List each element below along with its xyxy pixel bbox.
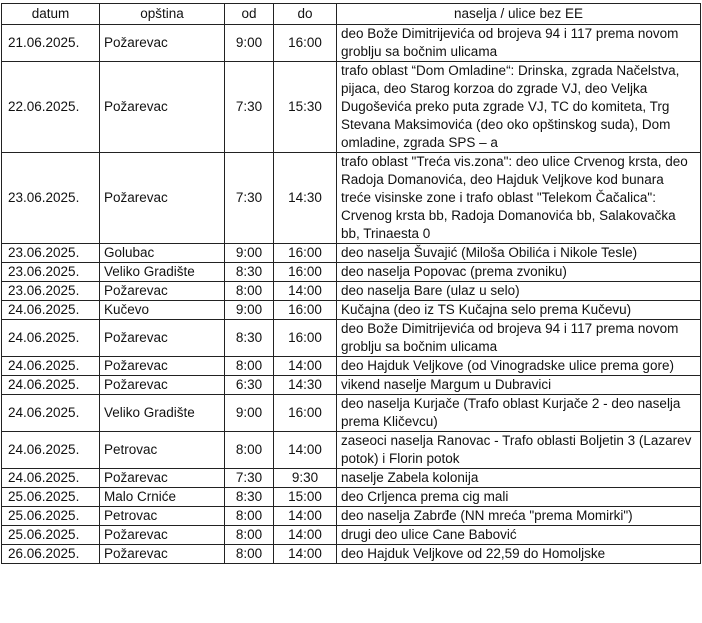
cell-areas: deo Crljenca prema cig mali (337, 488, 701, 507)
cell-to: 16:00 (274, 244, 337, 263)
cell-areas: deo naselja Bare (ulaz u selo) (337, 282, 701, 301)
cell-municipality: Golubac (100, 244, 225, 263)
cell-areas: vikend naselje Margum u Dubravici (337, 376, 701, 395)
cell-municipality: Požarevac (100, 357, 225, 376)
header-municipality: opština (100, 4, 225, 25)
cell-to: 16:00 (274, 263, 337, 282)
cell-from: 8:00 (225, 507, 274, 526)
cell-date: 24.06.2025. (2, 376, 100, 395)
cell-municipality: Požarevac (100, 153, 225, 244)
cell-areas: deo naselja Kurjače (Trafo oblast Kurjače 2 - deo naselja prema Kličevcu) (337, 395, 701, 432)
header-date: datum (2, 4, 100, 25)
cell-date: 26.06.2025. (2, 545, 100, 564)
table-row (2, 357, 701, 376)
cell-from: 9:00 (225, 395, 274, 432)
cell-municipality: Petrovac (100, 432, 225, 469)
cell-to: 16:00 (274, 301, 337, 320)
cell-date: 23.06.2025. (2, 244, 100, 263)
cell-date: 24.06.2025. (2, 301, 100, 320)
cell-municipality: Požarevac (100, 282, 225, 301)
cell-from: 9:00 (225, 301, 274, 320)
cropped-footer-text (0, 617, 702, 623)
table-row (2, 244, 701, 263)
cell-to: 15:00 (274, 488, 337, 507)
cell-date: 24.06.2025. (2, 432, 100, 469)
cell-from: 8:00 (225, 357, 274, 376)
table-row (2, 507, 701, 526)
cell-date: 22.06.2025. (2, 62, 100, 153)
table-row (2, 395, 701, 432)
cell-to: 16:00 (274, 320, 337, 357)
cell-areas: deo Bože Dimitrijevića od brojeva 94 i 117 prema novom groblju sa bočnim ulicama (337, 25, 701, 62)
cell-areas: deo naselja Šuvajić (Miloša Obilića i Nikole Tesle) (337, 244, 701, 263)
cell-areas: deo Hajduk Veljkove od 22,59 do Homoljske (337, 545, 701, 564)
header-to: do (274, 4, 337, 25)
cell-municipality: Petrovac (100, 507, 225, 526)
cell-date: 23.06.2025. (2, 282, 100, 301)
cell-to: 16:00 (274, 395, 337, 432)
cell-from: 7:30 (225, 469, 274, 488)
cell-areas: deo Bože Dimitrijevića od brojeva 94 i 117 prema novom groblju sa bočnim ulicama (337, 320, 701, 357)
cell-from: 8:00 (225, 432, 274, 469)
table-row (2, 488, 701, 507)
cell-from: 8:30 (225, 320, 274, 357)
cell-municipality: Požarevac (100, 62, 225, 153)
cell-to: 9:30 (274, 469, 337, 488)
cell-from: 8:00 (225, 545, 274, 564)
cell-areas: deo naselja Zabrđe (NN mreća "prema Momirki") (337, 507, 701, 526)
cell-municipality: Požarevac (100, 376, 225, 395)
cell-from: 8:00 (225, 526, 274, 545)
table-row (2, 320, 701, 357)
cell-municipality: Požarevac (100, 320, 225, 357)
cell-date: 23.06.2025. (2, 153, 100, 244)
cell-from: 8:30 (225, 263, 274, 282)
cell-to: 14:00 (274, 507, 337, 526)
cell-date: 24.06.2025. (2, 395, 100, 432)
cell-areas: Kučajna (deo iz TS Kučajna selo prema Kučevu) (337, 301, 701, 320)
table-row (2, 62, 701, 153)
cell-date: 25.06.2025. (2, 507, 100, 526)
cell-from: 7:30 (225, 153, 274, 244)
table-row (2, 282, 701, 301)
cell-areas: trafo oblast "Treća vis.zona": deo ulice Crvenog krsta, deo Radoja Domanovića, deo Hajduk Veljkove kod bunara treće visinske zone i trafo oblast "Telekom Čačalica": Crvenog krsta bb, Radoja Domanovića bb, Salakovačka bb, Trinaesta 0 (337, 153, 701, 244)
cell-areas: drugi deo ulice Cane Babović (337, 526, 701, 545)
table-row (2, 25, 701, 62)
table-row (2, 301, 701, 320)
cell-municipality: Požarevac (100, 469, 225, 488)
cell-to: 14:00 (274, 526, 337, 545)
table-row (2, 153, 701, 244)
cell-from: 9:00 (225, 25, 274, 62)
table-row (2, 545, 701, 564)
header-from: od (225, 4, 274, 25)
cell-municipality: Veliko Gradište (100, 395, 225, 432)
cell-from: 8:00 (225, 282, 274, 301)
cell-to: 15:30 (274, 62, 337, 153)
cell-to: 16:00 (274, 25, 337, 62)
cell-to: 14:30 (274, 153, 337, 244)
cell-municipality: Požarevac (100, 25, 225, 62)
table-row (2, 432, 701, 469)
header-areas: naselja / ulice bez EE (337, 4, 701, 25)
cell-date: 24.06.2025. (2, 469, 100, 488)
cell-areas: trafo oblast “Dom Omladine“: Drinska, zgrada Načelstva, pijaca, deo Starog korzoa do zgrade VJ, deo Veljka Dugoševića preko puta zgrade VJ, TC do komiteta, Trg Stevana Maksimovića (deo oko opštinskog suda), Dom omladine, zgrada SPS – a (337, 62, 701, 153)
cell-date: 24.06.2025. (2, 357, 100, 376)
table-row (2, 263, 701, 282)
cell-municipality: Požarevac (100, 545, 225, 564)
cell-from: 7:30 (225, 62, 274, 153)
cell-date: 23.06.2025. (2, 263, 100, 282)
cell-municipality: Malo Crniće (100, 488, 225, 507)
cell-from: 8:30 (225, 488, 274, 507)
outage-schedule-table (1, 3, 701, 564)
cell-from: 6:30 (225, 376, 274, 395)
cell-to: 14:30 (274, 376, 337, 395)
cell-areas: deo naselja Popovac (prema zvoniku) (337, 263, 701, 282)
cell-date: 24.06.2025. (2, 320, 100, 357)
cell-municipality: Veliko Gradište (100, 263, 225, 282)
cell-to: 14:00 (274, 357, 337, 376)
table-row (2, 526, 701, 545)
cell-areas: naselje Zabela kolonija (337, 469, 701, 488)
cell-municipality: Požarevac (100, 526, 225, 545)
cell-municipality: Kučevo (100, 301, 225, 320)
cell-date: 21.06.2025. (2, 25, 100, 62)
table-row (2, 469, 701, 488)
table-row (2, 376, 701, 395)
cell-to: 14:00 (274, 545, 337, 564)
cell-to: 14:00 (274, 282, 337, 301)
cell-areas: zaseoci naselja Ranovac - Trafo oblasti Boljetin 3 (Lazarev potok) i Florin potok (337, 432, 701, 469)
cell-from: 9:00 (225, 244, 274, 263)
cell-date: 25.06.2025. (2, 526, 100, 545)
cell-date: 25.06.2025. (2, 488, 100, 507)
header-row (2, 4, 701, 25)
cell-areas: deo Hajduk Veljkove (od Vinogradske ulice prema gore) (337, 357, 701, 376)
cell-to: 14:00 (274, 432, 337, 469)
